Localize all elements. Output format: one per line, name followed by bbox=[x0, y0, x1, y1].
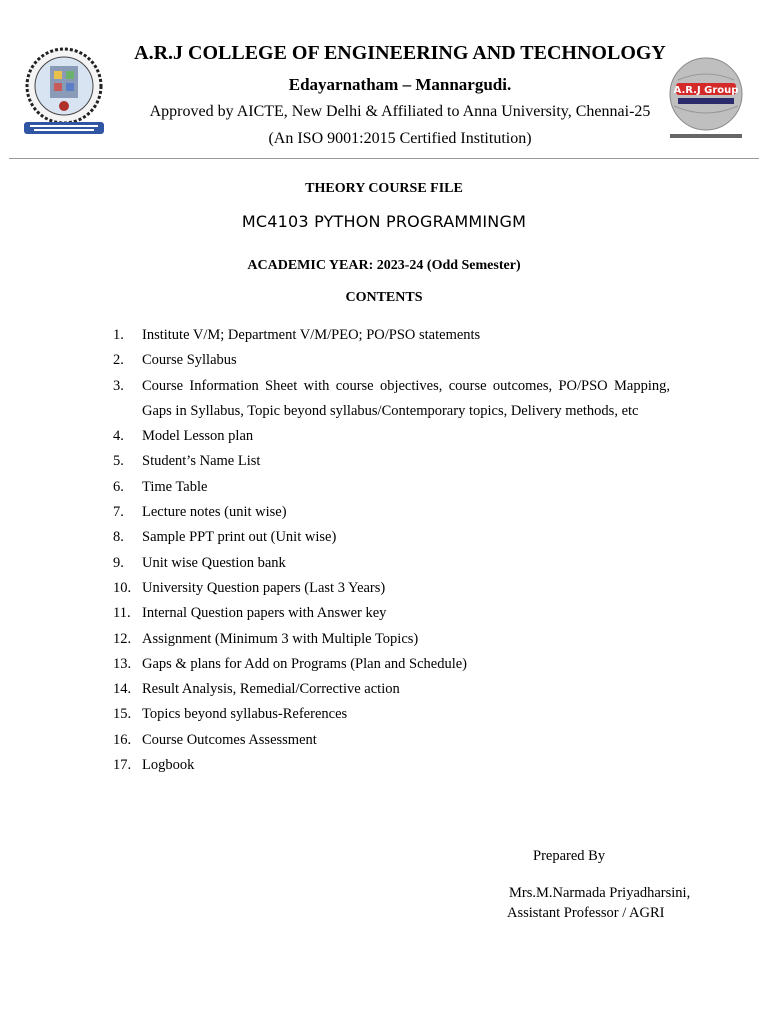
item-number: 6. bbox=[113, 478, 124, 495]
iso-certification: (An ISO 9001:2015 Certified Institution) bbox=[268, 130, 532, 147]
list-item bbox=[113, 348, 670, 373]
list-item bbox=[113, 702, 670, 727]
item-number: 7. bbox=[113, 504, 124, 521]
item-text: University Question papers (Last 3 Years) bbox=[142, 579, 386, 596]
document-title: THEORY COURSE FILE bbox=[305, 181, 463, 196]
contents-heading: CONTENTS bbox=[345, 290, 423, 305]
item-text: Course Outcomes Assessment bbox=[142, 731, 317, 748]
item-number: 3. bbox=[113, 377, 124, 394]
prepared-by-label: Prepared By bbox=[533, 848, 606, 864]
item-number: 16. bbox=[113, 731, 132, 748]
item-number: 2. bbox=[113, 352, 124, 369]
item-number: 8. bbox=[113, 529, 124, 546]
contents-list bbox=[113, 323, 670, 778]
list-item bbox=[113, 525, 670, 550]
list-item bbox=[113, 576, 670, 601]
list-item bbox=[113, 475, 670, 500]
item-number: 5. bbox=[113, 453, 124, 470]
college-name: A.R.J COLLEGE OF ENGINEERING AND TECHNOLOGY bbox=[134, 42, 666, 64]
item-text: Course Syllabus bbox=[142, 352, 237, 369]
item-text: Sample PPT print out (Unit wise) bbox=[142, 529, 337, 546]
item-text: Institute V/M; Department V/M/PEO; PO/PSO statements bbox=[142, 327, 481, 343]
item-number: 13. bbox=[113, 655, 132, 672]
item-number: 11. bbox=[113, 605, 131, 622]
list-item bbox=[113, 728, 670, 753]
list-item bbox=[113, 753, 670, 778]
item-text: Result Analysis, Remedial/Corrective action bbox=[142, 681, 400, 698]
item-number: 15. bbox=[113, 706, 132, 723]
list-item bbox=[113, 677, 670, 702]
item-text: Time Table bbox=[142, 478, 208, 495]
item-text: Course Information Sheet with course objectives, course outcomes, PO/PSO Mapping, Gaps in Syllabus, Topic beyond syllabus/Contemporary topics, Delivery methods, etc bbox=[142, 377, 670, 419]
course-title: MC4103 PYTHON PROGRAMMINGM bbox=[241, 212, 527, 231]
item-number: 9. bbox=[113, 554, 124, 571]
item-number: 14. bbox=[113, 681, 132, 698]
item-text: Assignment (Minimum 3 with Multiple Topics) bbox=[142, 630, 419, 647]
college-location: Edayarnatham – Mannargudi. bbox=[288, 75, 512, 94]
list-item bbox=[113, 551, 670, 576]
item-text: Unit wise Question bank bbox=[142, 554, 286, 571]
academic-year: ACADEMIC YEAR: 2023-24 (Odd Semester) bbox=[247, 258, 521, 273]
item-text: Internal Question papers with Answer key bbox=[142, 605, 387, 622]
list-item bbox=[113, 601, 670, 626]
list-item bbox=[113, 652, 670, 677]
college-logo-left bbox=[20, 46, 108, 142]
item-number: 12. bbox=[113, 630, 132, 647]
list-item bbox=[113, 627, 670, 652]
list-item bbox=[113, 424, 670, 449]
list-item bbox=[113, 323, 670, 348]
preparer-designation: Assistant Professor / AGRI bbox=[507, 905, 665, 921]
item-text: Lecture notes (unit wise) bbox=[142, 504, 287, 521]
item-number: 4. bbox=[113, 428, 124, 445]
item-number: 1. bbox=[113, 327, 124, 343]
item-text: Gaps & plans for Add on Programs (Plan and Schedule) bbox=[142, 655, 467, 672]
right-logo-text: A.R.J Group bbox=[673, 85, 739, 96]
list-item bbox=[113, 500, 670, 525]
approval-statement: Approved by AICTE, New Delhi & Affiliated to Anna University, Chennai-25 bbox=[149, 103, 651, 120]
item-text: Topics beyond syllabus-References bbox=[142, 706, 348, 723]
preparer-name: Mrs.M.Narmada Priyadharsini, bbox=[509, 885, 691, 901]
item-number: 10. bbox=[113, 579, 132, 596]
item-text: Student’s Name List bbox=[142, 453, 261, 470]
item-text: Model Lesson plan bbox=[142, 428, 254, 445]
list-item bbox=[113, 374, 670, 425]
item-number: 17. bbox=[113, 757, 132, 774]
header-divider bbox=[9, 158, 759, 159]
list-item bbox=[113, 449, 670, 474]
item-text: Logbook bbox=[142, 757, 195, 774]
